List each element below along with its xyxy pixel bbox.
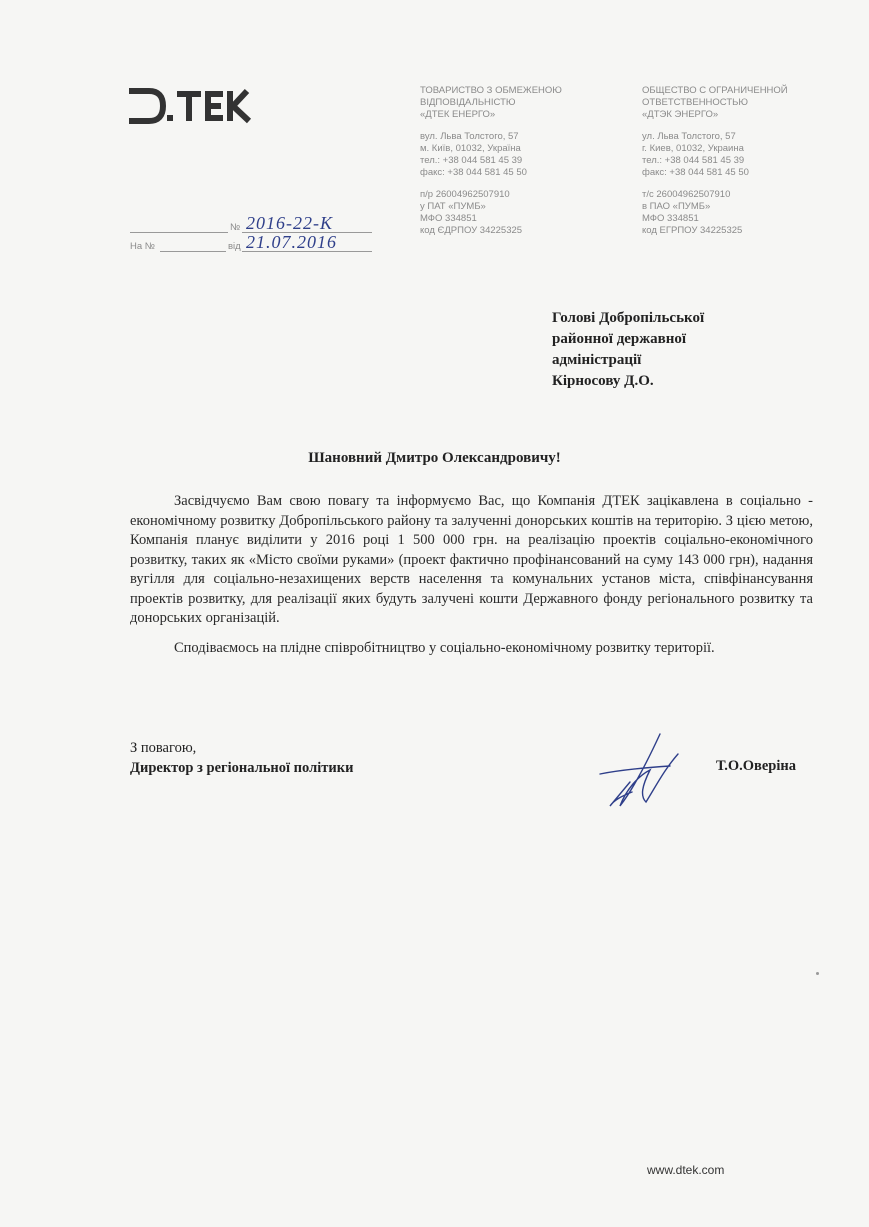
signer-position: Директор з регіональної політики bbox=[130, 760, 354, 776]
phone-ua: тел.: +38 044 581 45 39 bbox=[420, 155, 523, 166]
company-name-ru-line: ОТВЕТСТВЕННОСТЬЮ bbox=[642, 97, 748, 108]
address-ru-line: г. Киев, 01032, Украина bbox=[642, 143, 744, 154]
company-name-ua-line: ВІДПОВІДАЛЬНІСТЮ bbox=[420, 97, 516, 108]
bank-ru-line: в ПАО «ПУМБ» bbox=[642, 201, 711, 212]
addressee-line: Голові Добропільської bbox=[552, 310, 705, 326]
bank-ru-line: код ЕГРПОУ 34225325 bbox=[642, 225, 743, 236]
bank-ua-line: у ПАТ «ПУМБ» bbox=[420, 201, 486, 212]
bank-ru-line: МФО 334851 bbox=[642, 213, 699, 224]
handwritten-number: 2016-22-К bbox=[246, 213, 333, 233]
body-paragraph: Засвідчуємо Вам свою повагу та інформуємо Вас, що Компанія ДТЕК зацікавлена в соціально - економічному розвитку Добропільського району та залученні донорських коштів на територію. З цією метою, Компанія планує виділити у 2016 році 1 500 000 грн. на реалізацію проектів соціально-економічного розвитку, таких як «Місто своїми руками» (проект фактично профінансований на суму 143 000 грн), надання вугілля для соціально-незахищених верств населення та комунальних установ міста, співфінансування проектів розвитку, для реалізації яких будуть залучені кошти Державного фонду регіонального розвитку та донорських організацій. bbox=[130, 493, 813, 626]
phone-ru: тел.: +38 044 581 45 39 bbox=[642, 155, 745, 166]
registration-block bbox=[130, 214, 390, 264]
address-ru-line: ул. Льва Толстого, 57 bbox=[642, 131, 736, 142]
company-name-ua-line: ТОВАРИСТВО З ОБМЕЖЕНОЮ bbox=[420, 85, 562, 96]
body-paragraph: Сподіваємось на плідне співробітництво у соціально-економічному розвитку території. bbox=[174, 639, 715, 656]
bank-ua-line: код ЄДРПОУ 34225325 bbox=[420, 225, 523, 236]
addressee-line: адміністрації bbox=[552, 352, 642, 368]
regards: З повагою, bbox=[130, 740, 197, 756]
addressee-line: районної державної bbox=[552, 331, 687, 347]
company-name-ua-line: «ДТЕК ЕНЕРГО» bbox=[420, 109, 496, 120]
bank-ru-line: т/с 26004962507910 bbox=[642, 189, 731, 200]
handwritten-date: 21.07.2016 bbox=[246, 232, 337, 252]
handwritten-signature bbox=[590, 730, 700, 810]
footer-website: www.dtek.com bbox=[647, 1163, 725, 1177]
dtek-logo-mark bbox=[127, 83, 255, 129]
reply-label: На № bbox=[130, 241, 155, 252]
closing-block bbox=[130, 738, 353, 778]
addressee-name: Кірносову Д.О. bbox=[552, 373, 654, 389]
letterhead-ru bbox=[642, 85, 832, 237]
number-label: № bbox=[230, 222, 241, 233]
fax-ua: факс: +38 044 581 45 50 bbox=[420, 167, 527, 178]
address-ua-line: вул. Льва Толстого, 57 bbox=[420, 131, 519, 142]
company-name-ru-line: «ДТЭК ЭНЕРГО» bbox=[642, 109, 719, 120]
signer-name: Т.О.Оверіна bbox=[716, 758, 796, 774]
dtek-logo bbox=[127, 83, 255, 129]
date-label: від bbox=[228, 241, 241, 252]
bank-ua-line: МФО 334851 bbox=[420, 213, 477, 224]
letterhead-ua bbox=[420, 85, 610, 237]
letter-body bbox=[130, 492, 813, 658]
fax-ru: факс: +38 044 581 45 50 bbox=[642, 167, 749, 178]
company-name-ru-line: ОБЩЕСТВО С ОГРАНИЧЕННОЙ bbox=[642, 85, 788, 96]
address-ua-line: м. Київ, 01032, Україна bbox=[420, 143, 521, 154]
addressee-block bbox=[552, 308, 704, 392]
salutation: Шановний Дмитро Олександровичу! bbox=[308, 450, 561, 466]
bank-ua-line: п/р 26004962507910 bbox=[420, 189, 510, 200]
scan-speck bbox=[816, 972, 819, 975]
